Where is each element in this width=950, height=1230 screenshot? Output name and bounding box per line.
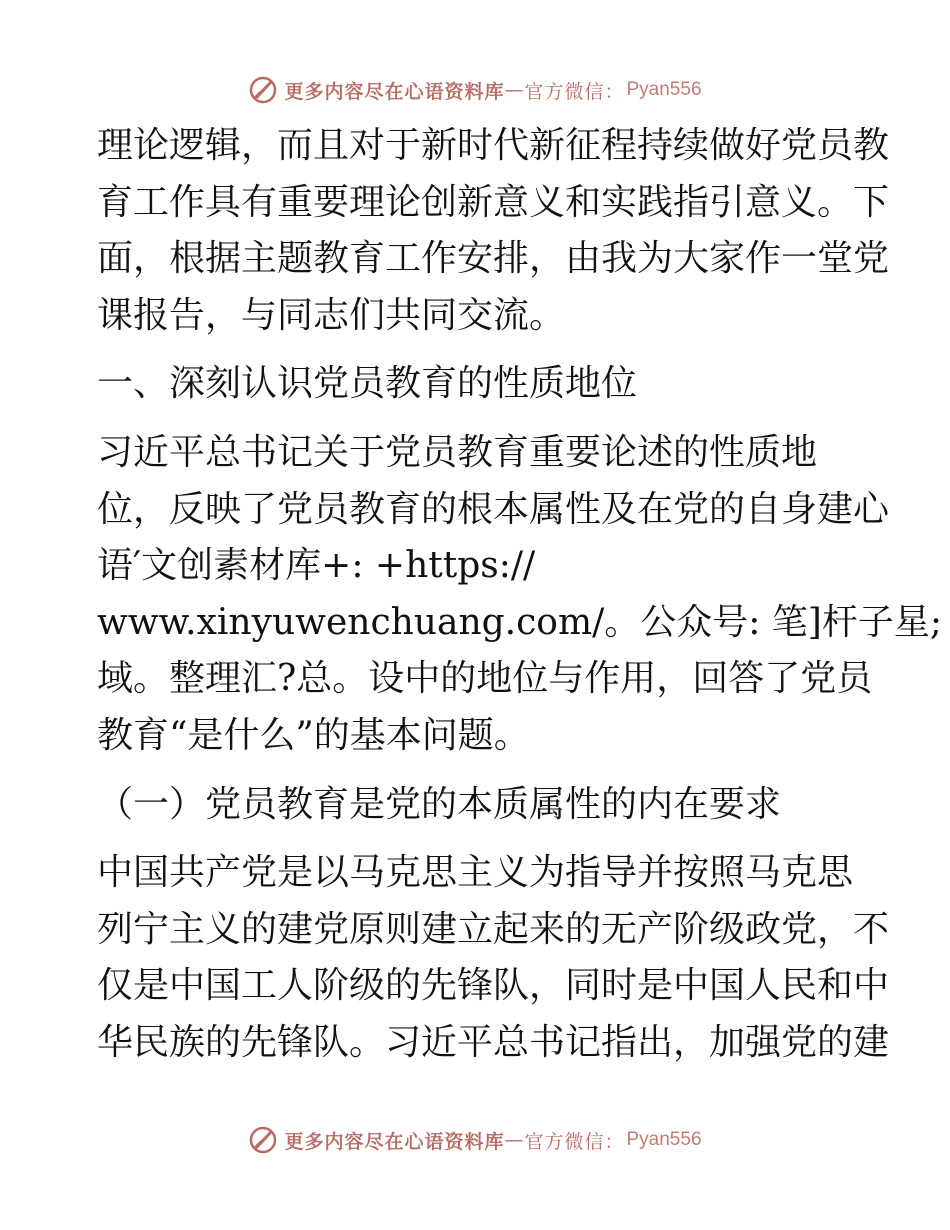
text-line: 育工作具有重要理论创新意义和实践指引意义。下 xyxy=(97,181,890,223)
watermark-sub-text: 官方微信： xyxy=(524,80,625,103)
watermark-sub-text: 官方微信： xyxy=(524,1130,625,1153)
watermark-wechat-id: Pyan556 xyxy=(626,79,702,100)
text-line: www.xinyuwenchuang.com/。公众号: 笔]杆子星; xyxy=(97,601,942,643)
quill-logo-icon xyxy=(248,1125,278,1155)
text-line: 位，反映了党员教育的根本属性及在党的自身建心 xyxy=(97,488,890,530)
text-line: 列宁主义的建党原则建立起来的无产阶级政党，不 xyxy=(97,908,890,950)
text-line: 仅是中国工人阶级的先锋队，同时是中国人民和中 xyxy=(97,965,890,1007)
quill-logo-icon xyxy=(248,75,278,105)
watermark-dash: — xyxy=(504,1129,525,1151)
section-heading: 一、深刻认识党员教育的性质地位 xyxy=(97,363,638,405)
subsection-heading: （一）党员教育是党的本质属性的内在要求 xyxy=(97,783,782,825)
text-line: 华民族的先锋队。习近平总书记指出，加强党的建 xyxy=(97,1021,890,1063)
text-line: 理论逻辑，而且对于新时代新征程持续做好党员教 xyxy=(97,125,890,166)
watermark-main-text: 更多内容尽在心语资料库 xyxy=(284,80,505,103)
text-line: 教育“是什么”的基本问题。 xyxy=(97,714,530,756)
text-line: 域。整理汇?总。设中的地位与作用，回答了党员 xyxy=(97,658,873,700)
text-line: 语′文创素材库+: +https:// xyxy=(97,545,536,587)
watermark-dash: — xyxy=(504,79,525,101)
watermark-banner-top xyxy=(0,70,950,110)
watermark-main-text: 更多内容尽在心语资料库 xyxy=(284,1130,505,1153)
text-line: 课报告，与同志们共同交流。 xyxy=(97,294,566,336)
watermark-banner-bottom xyxy=(0,1120,950,1160)
text-line: 面，根据主题教育工作安排，由我为大家作一堂党 xyxy=(97,238,890,280)
watermark-wechat-id: Pyan556 xyxy=(626,1129,702,1150)
text-line: 习近平总书记关于党员教育重要论述的性质地 xyxy=(97,431,818,473)
text-line: 中国共产党是以马克思主义为指导并按照马克思 xyxy=(97,852,854,894)
document-body xyxy=(97,118,942,1072)
